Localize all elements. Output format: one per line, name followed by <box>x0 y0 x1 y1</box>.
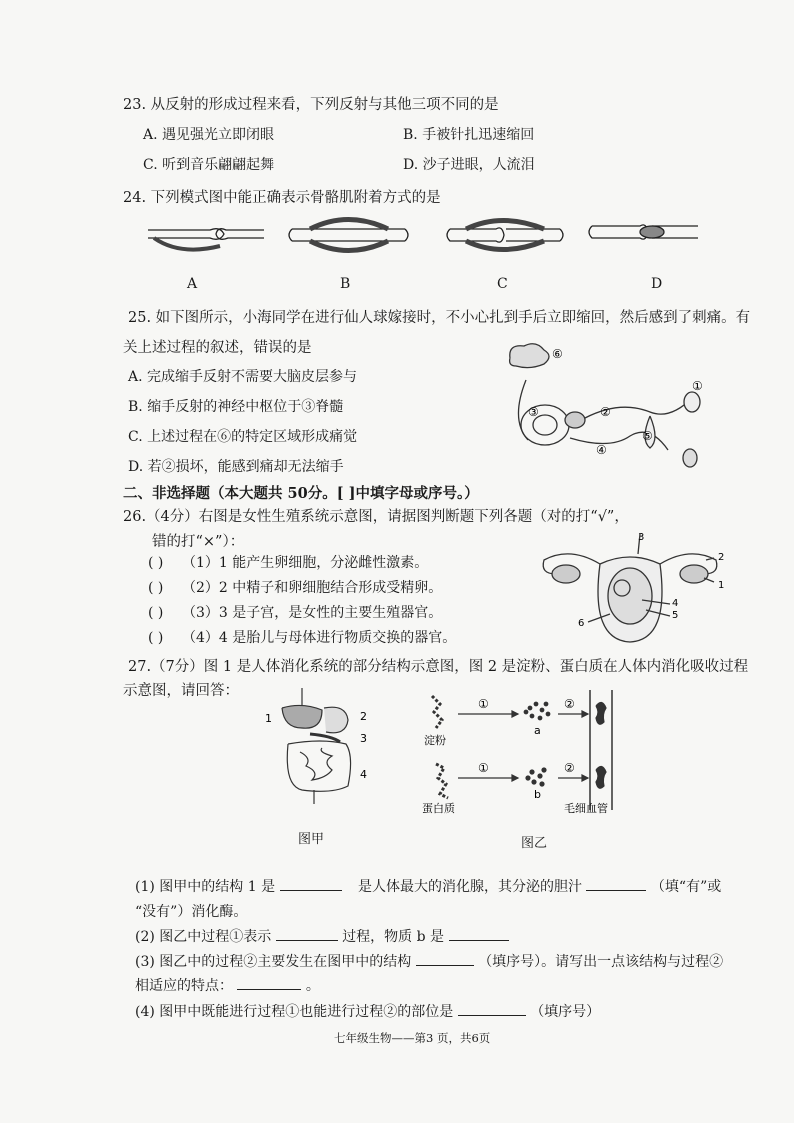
muscle-diagram-a <box>148 229 264 250</box>
digestive-label-2: 2 <box>360 710 367 723</box>
muscle-diagram-b <box>289 220 408 251</box>
protein-chain <box>436 764 448 798</box>
reflex-label-6: ⑥ <box>552 347 563 361</box>
q26-item-3-text: （3）3 是子宫，是女性的主要生殖器官。 <box>182 605 443 621</box>
q27-sub3-blank2[interactable] <box>237 975 301 990</box>
digestive-label-1: 1 <box>265 712 272 725</box>
q23-option-c: C. 听到音乐翩翩起舞 <box>143 157 275 173</box>
q27-sub1-blank1[interactable] <box>280 876 342 891</box>
q26-item-4-text: （4）4 是胎儿与母体进行物质交换的器官。 <box>182 630 457 646</box>
reflex-label-1: ① <box>692 379 703 393</box>
q26-answer-paren-1[interactable]: ( ) <box>148 555 164 571</box>
reflex-label-2: ② <box>600 405 611 419</box>
q24-label-a: A <box>187 276 198 292</box>
muscle-diagram-d <box>589 225 698 239</box>
page-footer: 七年级生物——第3 页，共6页 <box>334 1031 491 1045</box>
liver-shape <box>282 705 322 728</box>
reflex-label-3: ③ <box>528 405 539 419</box>
step2-label-top: ② <box>564 697 575 711</box>
q26-item-2-text: （2）2 中精子和卵细胞结合形成受精卵。 <box>182 580 443 596</box>
q27-sub2-blank1[interactable] <box>276 926 338 941</box>
q26-stem-line2: 错的打“×”）： <box>152 534 245 550</box>
q27-sub1-prefix: (1) 图甲中的结构 1 是 <box>135 879 276 895</box>
reflex-label-5: ⑤ <box>642 429 653 443</box>
q26-item-3 <box>148 602 442 622</box>
q26-answer-paren-2[interactable]: ( ) <box>148 580 164 596</box>
q27-sub3-line2 <box>135 975 320 995</box>
figure-yi-caption: 图乙 <box>521 836 548 851</box>
uterus-label-6: 6 <box>578 618 585 629</box>
q24-stem: 24. 下列模式图中能正确表示骨骼肌附着方式的是 <box>123 190 441 206</box>
q26-answer-paren-4[interactable]: ( ) <box>148 630 164 646</box>
uterus-label-3: 3 <box>638 532 645 543</box>
digestive-system-figure <box>262 686 382 811</box>
q27-sub3-prefix: (3) 图乙中的过程②主要发生在图甲中的结构 <box>135 954 412 970</box>
q25-option-b: B. 缩手反射的神经中枢位于③脊髓 <box>128 399 344 415</box>
step1-label-top: ① <box>478 697 489 711</box>
figure-jia-caption: 图甲 <box>298 832 325 847</box>
q26-item-1-text: （1）1 能产生卵细胞，分泌雌性激素。 <box>182 555 429 571</box>
q27-sub1-line2: “没有”）消化酶。 <box>135 904 248 920</box>
q27-sub1-line1 <box>135 876 721 896</box>
q25-option-a: A. 完成缩手反射不需要大脑皮层参与 <box>128 369 358 385</box>
digestive-label-4: 4 <box>360 768 367 781</box>
uterus-label-4: 4 <box>672 598 679 609</box>
stomach-shape <box>324 707 348 733</box>
q25-stem-line1: 25. 如下图所示，小海同学在进行仙人球嫁接时，不小心扎到手后立即缩回，然后感到了刺痛。有 <box>128 310 751 326</box>
q26-answer-paren-3[interactable]: ( ) <box>148 605 164 621</box>
q25-option-c: C. 上述过程在⑥的特定区域形成痛觉 <box>128 429 358 445</box>
q26-item-1 <box>148 552 428 572</box>
substance-b-label: b <box>534 788 541 801</box>
section2-title: 二、非选择题（本大题共 50分。[ ]中填字母或序号。） <box>123 485 479 502</box>
substance-a-label: a <box>534 724 541 737</box>
starch-label: 淀粉 <box>424 734 446 747</box>
left-ovary <box>552 565 580 583</box>
q24-label-d: D <box>651 276 663 292</box>
hand-shape <box>684 392 700 412</box>
step1-label-bottom: ① <box>478 761 489 775</box>
digestion-absorption-figure <box>418 690 618 815</box>
reflex-arc-figure <box>500 340 720 475</box>
muscle-attachment-figures <box>140 212 700 262</box>
q26-item-4 <box>148 627 456 647</box>
q27-sub1-suffix: （填“有”或 <box>650 879 722 895</box>
q27-sub4-suffix: （填序号） <box>530 1004 601 1020</box>
q27-sub2-prefix: (2) 图乙中过程①表示 <box>135 929 272 945</box>
q25-stem-line2: 关上述过程的叙述，错误的是 <box>123 340 312 356</box>
q24-label-c: C <box>497 276 508 292</box>
q27-sub4-blank[interactable] <box>458 1001 526 1016</box>
q27-sub3-middle: （填序号）。请写出一点该结构与过程② <box>478 954 724 970</box>
brain-shape <box>510 344 549 368</box>
q27-sub2-blank2[interactable] <box>449 926 509 941</box>
q27-sub4 <box>135 1001 600 1021</box>
q27-sub1-middle: 是人体最大的消化腺，其分泌的胆汁 <box>358 879 582 895</box>
reflex-label-4: ④ <box>596 443 607 457</box>
q23-option-a: A. 遇见强光立即闭眼 <box>143 127 275 143</box>
capillary-label: 毛细血管 <box>564 802 608 815</box>
q27-sub1-blank2[interactable] <box>586 876 646 891</box>
q23-stem: 23. 从反射的形成过程来看，下列反射与其他三项不同的是 <box>123 97 499 113</box>
q27-sub3-label: 相适应的特点： <box>135 978 233 994</box>
q27-sub3-blank1[interactable] <box>416 951 474 966</box>
female-reproductive-figure <box>530 530 730 650</box>
step2-label-bottom: ② <box>564 761 575 775</box>
q26-item-2 <box>148 577 442 597</box>
uterus-label-1: 1 <box>718 580 725 591</box>
intestine-shape <box>287 741 350 791</box>
q26-stem-line1: 26.（4分）右图是女性生殖系统示意图，请据图判断题下列各题（对的打“√”， <box>123 509 629 525</box>
q27-stem-line1: 27.（7分）图 1 是人体消化系统的部分结构示意图，图 2 是淀粉、蛋白质在人体内消化吸收过程 <box>128 659 749 675</box>
protein-label: 蛋白质 <box>422 802 455 815</box>
q24-label-b: B <box>340 276 351 292</box>
capillary-cell-a <box>596 702 606 724</box>
q27-sub3-end: 。 <box>305 978 320 994</box>
q27-sub4-prefix: (4) 图甲中既能进行过程①也能进行过程②的部位是 <box>135 1004 454 1020</box>
uterus-label-5: 5 <box>672 610 679 621</box>
capillary-cell-b <box>596 766 606 788</box>
q27-sub2-middle: 过程，物质 b 是 <box>342 929 445 945</box>
uterus-label-2: 2 <box>718 552 725 563</box>
right-ovary <box>680 565 708 583</box>
muscle-diagram-c <box>447 221 563 250</box>
q23-option-d: D. 沙子进眼，人流泪 <box>403 157 535 173</box>
q25-option-d: D. 若②损坏，能感到痛却无法缩手 <box>128 459 344 475</box>
starch-chain <box>432 696 442 728</box>
q27-sub3-line1 <box>135 951 723 971</box>
digestive-label-3: 3 <box>360 732 367 745</box>
q23-option-b: B. 手被针扎迅速缩回 <box>403 127 535 143</box>
q27-stem-line2: 示意图，请回答： <box>123 683 239 699</box>
q27-sub2 <box>135 926 509 946</box>
